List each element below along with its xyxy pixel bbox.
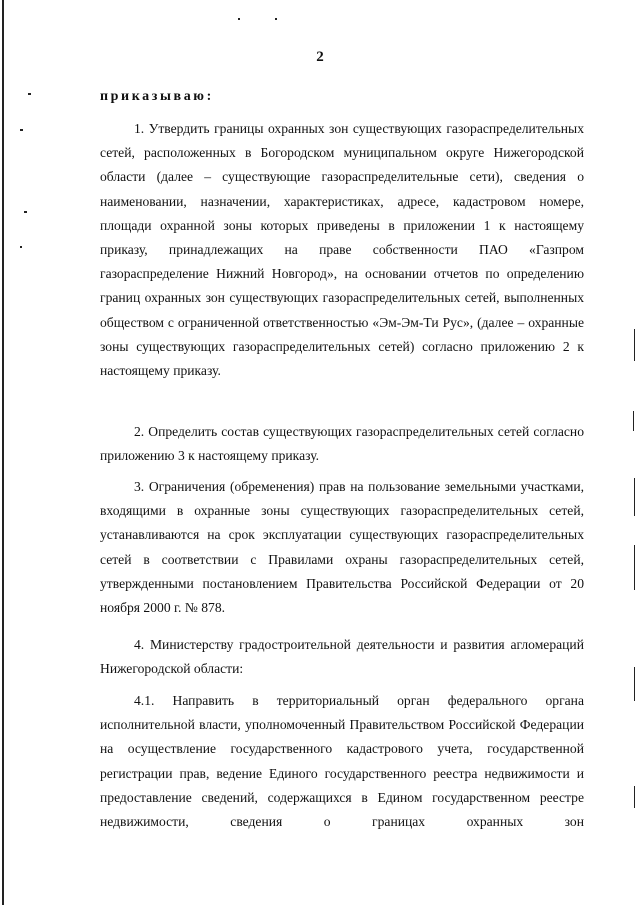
paragraph-2 [100, 420, 584, 468]
scan-right-mark [634, 667, 635, 701]
paragraph-4-text: 4. Министерству градостроительной деятельности и развития агломераций Нижегородской области: [100, 637, 584, 677]
scan-dot [275, 18, 277, 20]
paragraph-3-text: 3. Ограничения (обременения) прав на пользование земельными участками, входящими в охранные зоны существующих газораспределительных сетей, устанавливаются на срок эксплуатации существующих газораспределительных сетей в соответствии с Правилами охраны газораспределительных сетей, утвержденными постановлением Правительства Российской Федерации от 20 ноября 2000 г. № 878. [100, 479, 584, 616]
paragraph-4-1-text: 4.1. Направить в территориальный орган федерального органа исполнительной власти, уполномоченный Правительством Российской Федерации на осуществление государственного кадастрового учета, государственной регистрации прав, ведение Единого государственного реестра недвижимости и предоставление сведений, содержащихся в Едином государственном реестре недвижимости, сведения о границах охранных зон [100, 693, 584, 830]
scan-right-mark [634, 545, 635, 590]
page-number: 2 [316, 49, 324, 65]
paragraph-1-text: 1. Утвердить границы охранных зон существующих газораспределительных сетей, расположенных в Богородском муниципальном округе Нижегородской области (далее – существующие газораспределительные сети), сведения о наименовании, назначении, характеристиках, адресе, кадастровом номере, площади охранной зоны которых приведены в приложении 1 к настоящему приказу, принадлежащих на праве собственности ПАО «Газпром газораспределение Нижний Новгород», на основании отчетов по определению границ охранных зон существующих газораспределительных сетей, выполненных обществом с ограниченной ответственностью «Эм-Эм-Ти Рус», (далее – охранные зоны существующих газораспределительных сетей) согласно приложению 2 к настоящему приказу. [100, 121, 584, 379]
scan-right-mark [633, 411, 634, 431]
scan-right-mark [634, 786, 635, 808]
scan-right-mark [634, 329, 635, 361]
paragraph-2-text: 2. Определить состав существующих газораспределительных сетей согласно приложению 3 к настоящему приказу. [100, 424, 584, 464]
order-heading: приказываю: [100, 89, 214, 104]
scan-dot [238, 18, 240, 20]
scan-dot [20, 129, 23, 131]
paragraph-4 [100, 633, 584, 681]
paragraph-1 [100, 117, 584, 383]
paragraph-4-1 [100, 689, 584, 834]
paragraph-3 [100, 475, 584, 620]
scan-dot [28, 93, 31, 95]
scan-dot [24, 211, 27, 213]
scan-left-border [2, 0, 4, 905]
scan-right-mark [634, 478, 635, 516]
scan-dot [20, 246, 22, 248]
